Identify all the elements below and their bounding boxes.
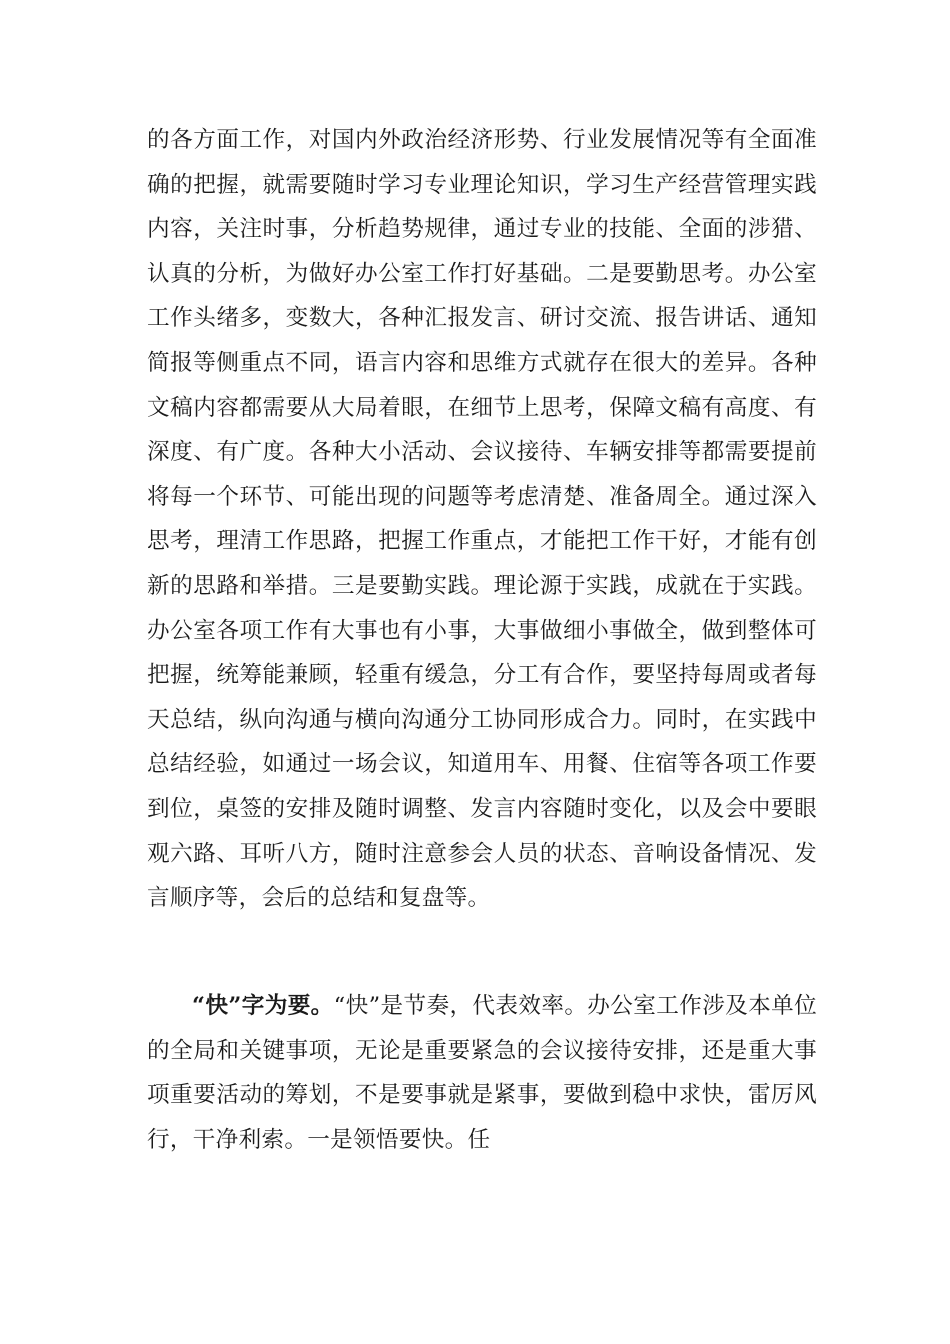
section-body-text: “快”是节奏，代表效率。办公室工作涉及本单位的全局和关键事项，无论是重要紧急的会议接待安排，还是重大事项重要活动的筹划，不是要事就是紧事，要做到稳中求快，雷厉风行，干净利索。一是领悟要快。任 [147,993,818,1153]
section-heading-lead: “快”字为要。 [192,993,334,1019]
body-paragraph-2 [147,984,817,1162]
body-paragraph-1: 的各方面工作，对国内外政治经济形势、行业发展情况等有全面准确的把握，就需要随时学习专业理论知识，学习生产经营管理实践内容，关注时事，分析趋势规律，通过专业的技能、全面的涉猎、认真的分析，为做好办公室工作打好基础。二是要勤思考。办公室工作头绪多，变数大，各种汇报发言、研讨交流、报告讲话、通知简报等侧重点不同，语言内容和思维方式就存在很大的差异。各种文稿内容都需要从大局着眼，在细节上思考，保障文稿有高度、有深度、有广度。各种大小活动、会议接待、车辆安排等都需要提前将每一个环节、可能出现的问题等考虑清楚、准备周全。通过深入思考，理清工作思路，把握工作重点，才能把工作干好，才能有创新的思路和举措。三是要勤实践。理论源于实践，成就在于实践。办公室各项工作有大事也有小事，大事做细小事做全，做到整体可把握，统筹能兼顾，轻重有缓急，分工有合作，要坚持每周或者每天总结，纵向沟通与横向沟通分工协同形成合力。同时，在实践中总结经验，如通过一场会议，知道用车、用餐、住宿等各项工作要到位，桌签的安排及随时调整、发言内容随时变化，以及会中要眼观六路、耳听八方，随时注意参会人员的状态、音响设备情况、发言顺序等，会后的总结和复盘等。 [147,127,817,912]
